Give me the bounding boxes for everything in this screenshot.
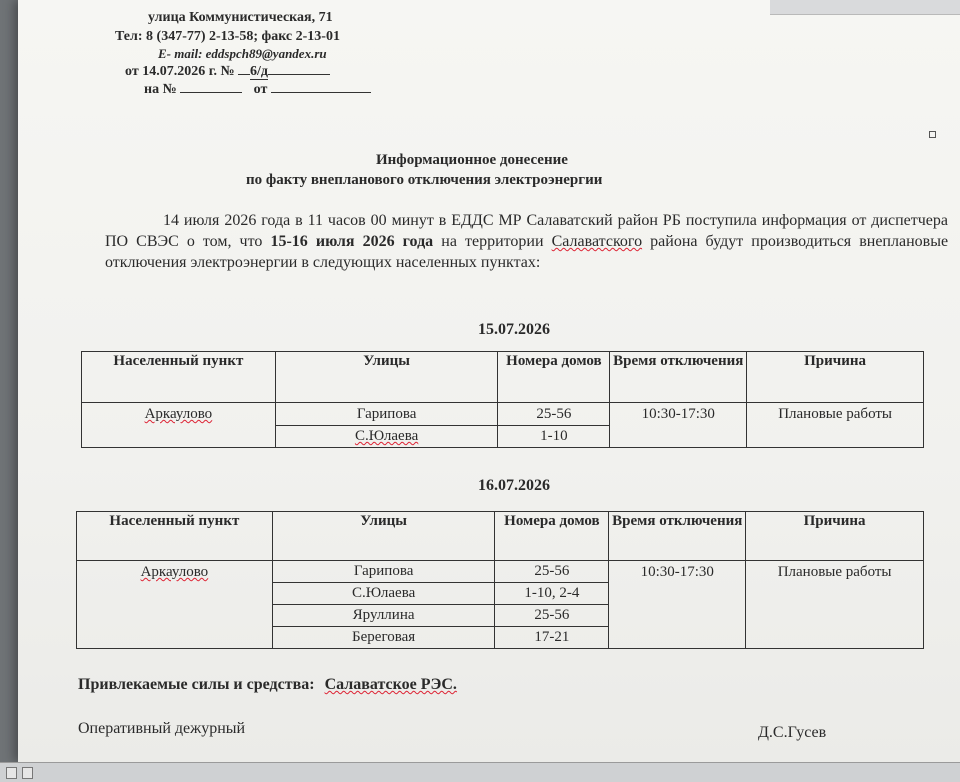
street-cell: Гарипова [275,403,498,426]
phone-line: Тел: 8 (347-77) 2-13-58; факс 2-13-01 [115,29,340,44]
settlement-cell: Аркаулово [82,403,276,448]
district-name: Салаватского [551,233,643,250]
title-line-2: по факту внепланового отключения электроэнергии [246,172,603,188]
street-cell: С.Юлаева [275,426,498,448]
table-row [82,403,924,426]
reason-cell: Плановые работы [747,403,924,448]
forces-value: Салаватское РЭС. [324,676,457,693]
outage-table-2 [76,511,924,649]
header-settlement: Населенный пункт [82,352,276,403]
reference-number: 6/д [250,64,269,79]
forces-label: Привлекаемые силы и средства: [78,676,315,693]
table-2-date: 16.07.2026 [478,477,550,494]
table-row [77,561,924,583]
square-marker-icon [929,131,936,138]
street-cell: Гарипова [272,561,495,583]
street-cell: С.Юлаева [272,583,495,605]
houses-cell: 25-56 [495,561,609,583]
in-reply-prefix: на № [144,82,177,97]
houses-cell: 25-56 [498,403,610,426]
reference-line [125,62,330,80]
email-line: E- mail: eddspch89@yandex.ru [158,46,327,61]
houses-cell: 1-10, 2-4 [495,583,609,605]
header-time: Время отключения [610,352,747,403]
body-paragraph: 14 июля 2026 года в 11 часов 00 минут в ЕДДС МР Салаватский район РБ поступила информация от диспетчера ПО СВЭС о том, что 15-16 июля 2026 года на территории Салаватского района будут производиться внеплановые отключения электроэнергии в следующих населенных пунктах: [105,212,949,271]
status-bar [0,762,960,782]
title-line-1: Информационное донесение [376,152,568,168]
header-houses: Номера домов [498,352,610,403]
time-cell: 10:30-17:30 [610,403,747,448]
time-cell: 10:30-17:30 [609,561,746,649]
header-reason: Причина [746,512,924,561]
header-houses: Номера домов [495,512,609,561]
page-icon[interactable] [6,767,17,779]
reason-cell: Плановые работы [746,561,924,649]
in-reply-line [144,80,371,98]
table-1-date: 15.07.2026 [478,321,550,338]
toolbar-strip [770,0,960,15]
outage-table-1 [81,351,924,448]
street-cell: Береговая [272,627,495,649]
header-time: Время отключения [609,512,746,561]
in-reply-from: от [253,82,268,97]
header-streets: Улицы [272,512,495,561]
houses-cell: 1-10 [498,426,610,448]
duty-name: Д.С.Гусев [758,724,827,741]
houses-cell: 25-56 [495,605,609,627]
header-settlement: Населенный пункт [77,512,273,561]
layout-icon[interactable] [22,767,33,779]
reference-prefix: от 14.07.2026 г. № [125,64,235,79]
houses-cell: 17-21 [495,627,609,649]
settlement-cell: Аркаулово [77,561,273,649]
date-range: 15-16 июля 2026 года [270,233,434,250]
address-line: улица Коммунистическая, 71 [148,10,333,25]
street-cell: Яруллина [272,605,495,627]
header-streets: Улицы [275,352,498,403]
header-reason: Причина [747,352,924,403]
document-page [18,0,960,762]
forces-line [78,676,457,694]
duty-label: Оперативный дежурный [78,720,246,737]
